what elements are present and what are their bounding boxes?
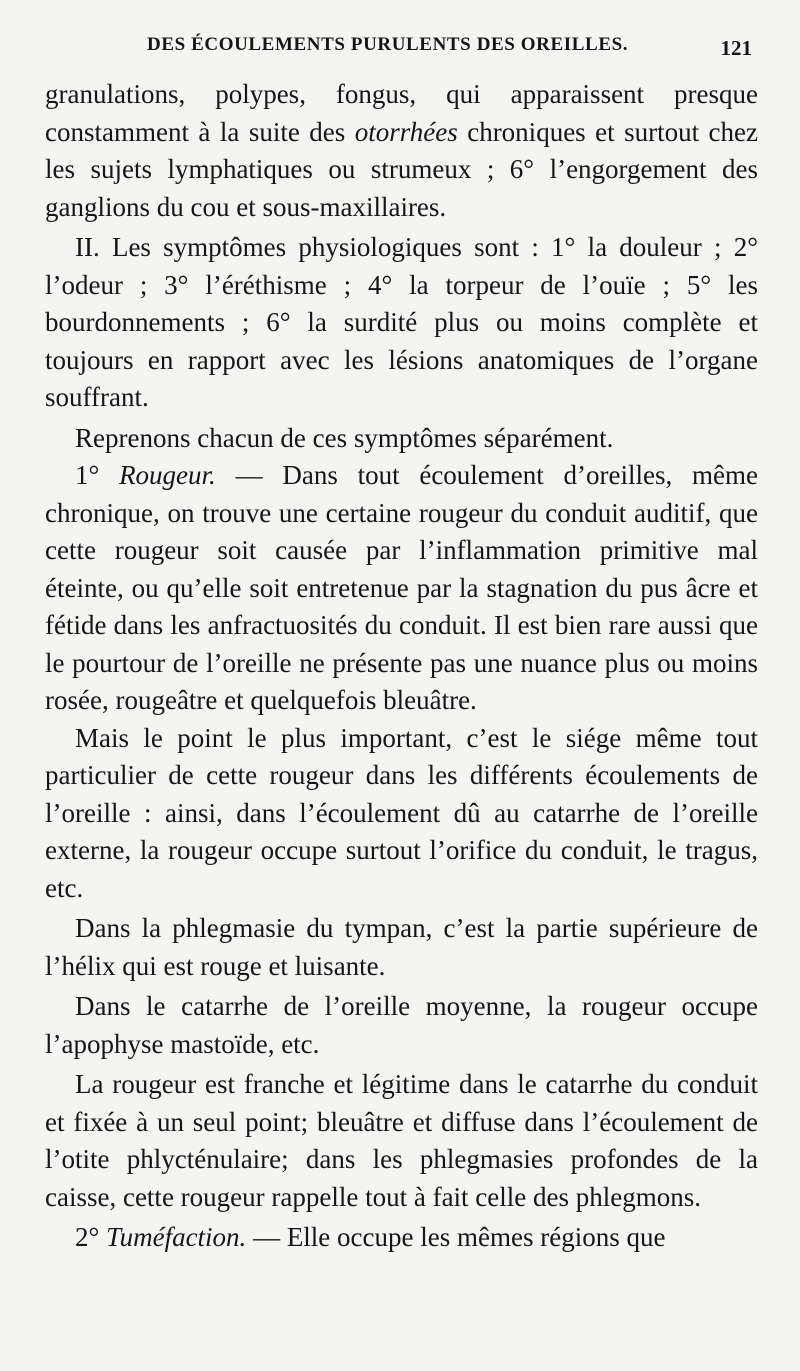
paragraph-6: Dans la phlegmasie du tympan, c’est la partie supérieure de l’hélix qui est rouge et luisante. xyxy=(45,913,758,981)
paragraph-1: granulations, polypes, fongus, qui apparaissent presque constamment à la suite des otorrhées chroniques et surtout chez les sujets lymphatiques ou strumeux ; 6° l’engorgement des ganglions du cou et sous-maxillaires. xyxy=(45,79,759,222)
paragraph-7: Dans le catarrhe de l’oreille moyenne, la rougeur occupe l’apophyse mastoïde, etc. xyxy=(45,991,758,1059)
page-body xyxy=(45,76,758,1257)
paragraph-4: 1° Rougeur. — Dans tout écoulement d’oreilles, même chronique, on trouve une certaine rougeur du conduit auditif, que cette rougeur soit causée par l’inflammation primitive mal éteinte, ou qu’elle soit entretenue par la stagnation du pus âcre et fétide dans les anfractuosités du conduit. Il est bien rare aussi que le pourtour de l’oreille ne présente pas une nuance plus ou moins rosée, rougeâtre et quelquefois bleuâtre. xyxy=(45,460,758,715)
paragraph-3: Reprenons chacun de ces symptômes séparément. xyxy=(75,422,614,453)
page-number: 121 xyxy=(720,36,752,60)
page-header xyxy=(45,32,758,76)
paragraph-5: Mais le point le plus important, c’est le siége même tout particulier de cette rougeur dans les différents écoulements de l’oreille : ainsi, dans l’écoulement dû au catarrhe de l’oreille externe, la rougeur occupe surtout l’orifice du conduit, le tragus, etc. xyxy=(45,722,758,903)
paragraph-2: II. Les symptômes physiologiques sont : 1° la douleur ; 2° l’odeur ; 3° l’éréthisme ; 4° la torpeur de l’ouïe ; 5° les bourdonnements ; 6° la surdité plus ou moins complète et toujours en rapport avec les lésions anatomiques de l’organe souffrant. xyxy=(45,232,758,412)
paragraph-9: 2° Tuméfaction. — Elle occupe les mêmes régions que xyxy=(75,1222,666,1252)
paragraph-8: La rougeur est franche et légitime dans le catarrhe du conduit et fixée à un seul point; bleuâtre et diffuse dans l’écoulement de l’otite phlycténulaire; dans les phlegmasies profondes de la caisse, cette rougeur rappelle tout à fait celle des phlegmons. xyxy=(45,1069,758,1212)
running-title: DES ÉCOULEMENTS PURULENTS DES OREILLES. xyxy=(147,34,629,55)
